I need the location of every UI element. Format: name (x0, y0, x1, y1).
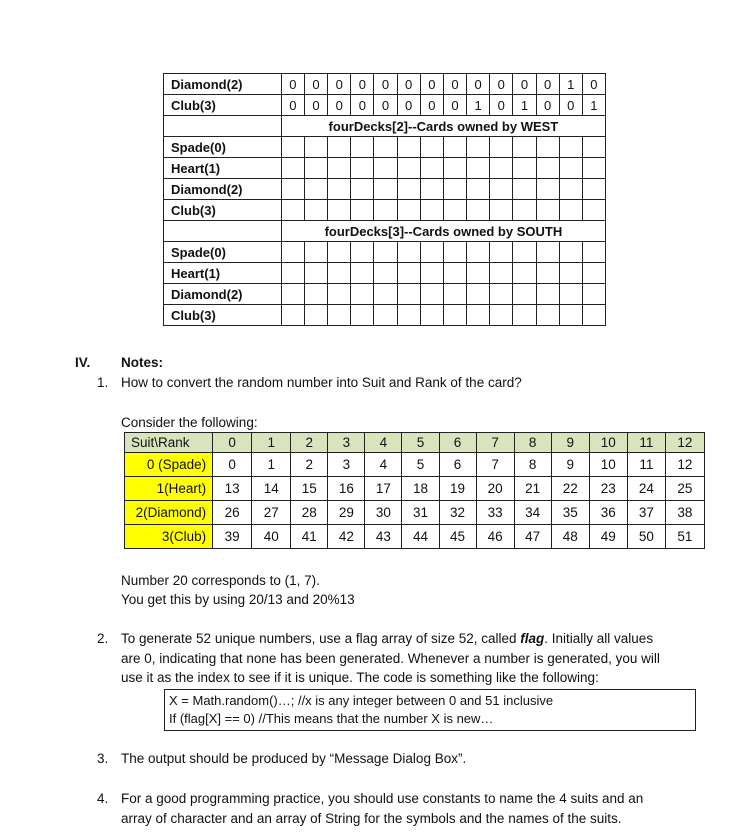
deck-cell (467, 242, 490, 263)
deck-cell (582, 137, 605, 158)
deck-cell: 0 (490, 95, 513, 116)
card-number-cell: 44 (402, 525, 439, 549)
deck-cell (397, 200, 420, 221)
get-line: You get this by using 20/13 and 20%13 (121, 592, 355, 607)
card-number-cell: 27 (252, 501, 291, 525)
deck-cell: 0 (536, 95, 559, 116)
deck-cell (467, 305, 490, 326)
deck-cell (281, 158, 304, 179)
card-number-cell: 11 (627, 453, 665, 477)
card-number-cell: 9 (551, 453, 589, 477)
deck-cell: 0 (559, 95, 582, 116)
item4-line1: For a good programming practice, you should use constants to name the 4 suits and an (121, 791, 644, 806)
code-box (164, 689, 696, 731)
card-number-cell: 8 (514, 453, 551, 477)
deck-cell (582, 263, 605, 284)
flag-word: flag (520, 631, 545, 646)
card-number-cell: 41 (291, 525, 328, 549)
rank-header: 12 (665, 433, 704, 453)
deck-cell (304, 263, 327, 284)
deck-cell: 0 (443, 74, 466, 95)
deck-row (164, 74, 606, 95)
deck-row (164, 284, 606, 305)
deck-cell (490, 263, 513, 284)
deck-cell (397, 242, 420, 263)
deck-cell (582, 305, 605, 326)
deck-cell (513, 305, 536, 326)
card-number-cell: 4 (365, 453, 402, 477)
deck-cell: 0 (536, 74, 559, 95)
deck-cell (304, 158, 327, 179)
card-number-cell: 49 (589, 525, 627, 549)
card-number-cell: 20 (476, 477, 514, 501)
deck-cell (420, 158, 443, 179)
item1-text: How to convert the random number into Suit and Rank of the card? (121, 375, 522, 390)
deck-cell (374, 305, 397, 326)
deck-cell: 1 (582, 95, 605, 116)
rank-header: 2 (291, 433, 328, 453)
deck-cell (443, 179, 466, 200)
deck-cell: 1 (467, 95, 490, 116)
deck-cell (536, 305, 559, 326)
deck-cell (443, 284, 466, 305)
deck-cell (328, 305, 351, 326)
deck-caption: fourDecks[3]--Cards owned by SOUTH (281, 221, 605, 242)
deck-cell (513, 284, 536, 305)
deck-cell (490, 305, 513, 326)
deck-cell (351, 242, 374, 263)
deck-cell (490, 200, 513, 221)
card-number-cell: 0 (213, 453, 252, 477)
deck-cell (351, 179, 374, 200)
deck-cell (559, 179, 582, 200)
rank-header: 1 (252, 433, 291, 453)
deck-cell (443, 158, 466, 179)
deck-row-label: Heart(1) (164, 263, 282, 284)
card-number-cell: 25 (665, 477, 704, 501)
deck-cell (420, 263, 443, 284)
decks-table (163, 73, 606, 326)
deck-row (164, 242, 606, 263)
code-line-1: X = Math.random()…; //x is any integer between 0 and 51 inclusive (169, 693, 554, 708)
item2-line1 (121, 629, 653, 648)
rank-header: 9 (551, 433, 589, 453)
rank-header: 8 (514, 433, 551, 453)
card-number-cell: 3 (328, 453, 365, 477)
deck-cell: 0 (281, 95, 304, 116)
rank-header: 0 (213, 433, 252, 453)
consider-text: Consider the following: (121, 415, 258, 430)
card-number-cell: 12 (665, 453, 704, 477)
deck-row (164, 263, 606, 284)
card-number-cell: 19 (439, 477, 476, 501)
deck-cell (443, 137, 466, 158)
card-number-cell: 36 (589, 501, 627, 525)
deck-cell (536, 179, 559, 200)
deck-row-label: Club(3) (164, 95, 282, 116)
deck-cell (443, 263, 466, 284)
deck-cell: 0 (351, 74, 374, 95)
deck-caption: fourDecks[2]--Cards owned by WEST (281, 116, 605, 137)
deck-cell (582, 284, 605, 305)
deck-row-label: Diamond(2) (164, 74, 282, 95)
card-number-cell: 32 (439, 501, 476, 525)
deck-cell: 0 (490, 74, 513, 95)
suit-row (125, 525, 705, 549)
notes-heading: Notes: (121, 355, 164, 370)
deck-row (164, 137, 606, 158)
deck-cell (328, 137, 351, 158)
card-number-cell: 21 (514, 477, 551, 501)
deck-cell (536, 242, 559, 263)
deck-row (164, 95, 606, 116)
deck-cell (536, 158, 559, 179)
rank-header: 7 (476, 433, 514, 453)
deck-cell (351, 137, 374, 158)
rank-header: 6 (439, 433, 476, 453)
deck-cell (351, 263, 374, 284)
deck-cell (328, 242, 351, 263)
deck-cell (374, 242, 397, 263)
card-number-cell: 46 (476, 525, 514, 549)
deck-cell (397, 179, 420, 200)
suit-label: 2(Diamond) (125, 501, 213, 525)
deck-cell (536, 263, 559, 284)
card-number-cell: 31 (402, 501, 439, 525)
deck-cell (582, 200, 605, 221)
deck-cell (304, 284, 327, 305)
deck-row-label: Diamond(2) (164, 179, 282, 200)
rank-header: 4 (365, 433, 402, 453)
deck-cell (328, 158, 351, 179)
deck-cell: 0 (374, 95, 397, 116)
deck-cell (374, 158, 397, 179)
item2-line3: use it as the index to see if it is unique. The code is something like the following: (121, 670, 599, 685)
deck-row (164, 200, 606, 221)
deck-row-label: Heart(1) (164, 158, 282, 179)
deck-cell (281, 200, 304, 221)
deck-cell (328, 200, 351, 221)
suit-row (125, 477, 705, 501)
deck-cell (490, 179, 513, 200)
deck-cell (513, 242, 536, 263)
deck-cell (420, 305, 443, 326)
deck-cell (374, 284, 397, 305)
deck-cell (304, 242, 327, 263)
deck-cell (490, 158, 513, 179)
deck-cell (397, 284, 420, 305)
deck-cell (536, 284, 559, 305)
deck-cell: 1 (559, 74, 582, 95)
deck-row-label: Diamond(2) (164, 284, 282, 305)
suit-label: 0 (Spade) (125, 453, 213, 477)
deck-cell (559, 284, 582, 305)
deck-cell (467, 200, 490, 221)
deck-row-label: Club(3) (164, 305, 282, 326)
deck-row (164, 179, 606, 200)
deck-cell (420, 242, 443, 263)
rank-header: 3 (328, 433, 365, 453)
item2-number: 2. (97, 631, 109, 646)
deck-cell: 1 (513, 95, 536, 116)
deck-cell (281, 263, 304, 284)
suit-rank-header: Suit\Rank (125, 433, 213, 453)
deck-cell (420, 179, 443, 200)
deck-cell: 0 (397, 95, 420, 116)
deck-cell (490, 284, 513, 305)
item3-text: The output should be produced by “Message Dialog Box”. (121, 751, 467, 766)
deck-cell: 0 (374, 74, 397, 95)
card-number-cell: 34 (514, 501, 551, 525)
deck-cell (513, 179, 536, 200)
deck-cell (467, 158, 490, 179)
rank-header: 10 (589, 433, 627, 453)
deck-cell (351, 284, 374, 305)
number-line: Number 20 corresponds to (1, 7). (121, 573, 320, 588)
item4-line2: array of character and an array of String for the symbols and the names of the suits. (121, 811, 622, 826)
card-number-cell: 24 (627, 477, 665, 501)
deck-cell (328, 284, 351, 305)
card-number-cell: 26 (213, 501, 252, 525)
rank-header: 11 (627, 433, 665, 453)
deck-cell (397, 305, 420, 326)
card-number-cell: 14 (252, 477, 291, 501)
deck-cell (374, 179, 397, 200)
deck-cell: 0 (304, 74, 327, 95)
card-number-cell: 16 (328, 477, 365, 501)
card-number-cell: 23 (589, 477, 627, 501)
deck-row-label: Spade(0) (164, 242, 282, 263)
deck-cell (281, 179, 304, 200)
deck-caption-row (164, 221, 606, 242)
deck-row-label: Spade(0) (164, 137, 282, 158)
item1-number: 1. (97, 375, 109, 390)
card-number-cell: 50 (627, 525, 665, 549)
deck-cell (397, 158, 420, 179)
deck-cell (351, 305, 374, 326)
deck-cell (420, 284, 443, 305)
deck-cell (513, 137, 536, 158)
deck-cell (513, 158, 536, 179)
deck-cell: 0 (328, 95, 351, 116)
deck-cell (281, 242, 304, 263)
card-number-cell: 18 (402, 477, 439, 501)
deck-cell (559, 137, 582, 158)
card-number-cell: 39 (213, 525, 252, 549)
card-number-cell: 37 (627, 501, 665, 525)
item2-line1-start: To generate 52 unique numbers, use a flag array of size 52, called (121, 631, 521, 646)
deck-cell (582, 158, 605, 179)
deck-cell (374, 200, 397, 221)
deck-cell (582, 242, 605, 263)
card-number-cell: 48 (551, 525, 589, 549)
deck-cell (536, 137, 559, 158)
deck-cell: 0 (281, 74, 304, 95)
deck-cell (304, 179, 327, 200)
card-number-cell: 7 (476, 453, 514, 477)
suit-rank-table (124, 432, 705, 549)
card-number-cell: 28 (291, 501, 328, 525)
deck-cell (443, 200, 466, 221)
deck-caption-row (164, 116, 606, 137)
deck-cell (443, 305, 466, 326)
card-number-cell: 40 (252, 525, 291, 549)
deck-cell (559, 242, 582, 263)
card-number-cell: 33 (476, 501, 514, 525)
deck-cell: 0 (420, 74, 443, 95)
item2-line2: are 0, indicating that none has been generated. Whenever a number is generated, you will (121, 651, 660, 666)
deck-cell (443, 242, 466, 263)
suit-row (125, 453, 705, 477)
card-number-cell: 47 (514, 525, 551, 549)
deck-cell (559, 263, 582, 284)
deck-cell (328, 263, 351, 284)
suit-label: 3(Club) (125, 525, 213, 549)
deck-cell (281, 305, 304, 326)
card-number-cell: 5 (402, 453, 439, 477)
deck-cell (490, 242, 513, 263)
rank-header-row (125, 433, 705, 453)
suit-label: 1(Heart) (125, 477, 213, 501)
card-number-cell: 43 (365, 525, 402, 549)
card-number-cell: 17 (365, 477, 402, 501)
deck-cell: 0 (397, 74, 420, 95)
deck-cell (467, 137, 490, 158)
card-number-cell: 10 (589, 453, 627, 477)
item4-number: 4. (97, 791, 109, 806)
item2-line1-end: . Initially all values (544, 631, 654, 646)
deck-cell (397, 137, 420, 158)
deck-cell (351, 200, 374, 221)
deck-cell (328, 179, 351, 200)
deck-cell (467, 284, 490, 305)
deck-cell: 0 (351, 95, 374, 116)
deck-cell (304, 305, 327, 326)
deck-cell (281, 137, 304, 158)
item3-number: 3. (97, 751, 109, 766)
deck-row (164, 305, 606, 326)
deck-cell: 0 (328, 74, 351, 95)
deck-cell (374, 263, 397, 284)
deck-cell: 0 (304, 95, 327, 116)
card-number-cell: 51 (665, 525, 704, 549)
deck-cell: 0 (467, 74, 490, 95)
deck-cell (397, 263, 420, 284)
card-number-cell: 45 (439, 525, 476, 549)
card-number-cell: 30 (365, 501, 402, 525)
card-number-cell: 2 (291, 453, 328, 477)
deck-cell (490, 137, 513, 158)
deck-cell (420, 200, 443, 221)
deck-cell: 0 (513, 74, 536, 95)
card-number-cell: 13 (213, 477, 252, 501)
section-roman: IV. (75, 355, 91, 370)
deck-caption-blank (164, 221, 282, 242)
deck-cell (281, 284, 304, 305)
deck-cell (467, 263, 490, 284)
deck-cell (559, 158, 582, 179)
code-line-2: If (flag[X] == 0) //This means that the number X is new… (169, 711, 494, 726)
deck-cell (304, 137, 327, 158)
rank-header: 5 (402, 433, 439, 453)
deck-cell (304, 200, 327, 221)
card-number-cell: 22 (551, 477, 589, 501)
deck-cell (536, 200, 559, 221)
deck-cell: 0 (582, 74, 605, 95)
card-number-cell: 15 (291, 477, 328, 501)
card-number-cell: 42 (328, 525, 365, 549)
suit-row (125, 501, 705, 525)
deck-cell (420, 137, 443, 158)
deck-row-label: Club(3) (164, 200, 282, 221)
card-number-cell: 6 (439, 453, 476, 477)
deck-cell (513, 263, 536, 284)
deck-cell (582, 179, 605, 200)
deck-cell (559, 200, 582, 221)
deck-cell (467, 179, 490, 200)
deck-caption-blank (164, 116, 282, 137)
card-number-cell: 29 (328, 501, 365, 525)
deck-row (164, 158, 606, 179)
deck-cell: 0 (420, 95, 443, 116)
deck-cell (559, 305, 582, 326)
deck-cell (351, 158, 374, 179)
deck-cell (513, 200, 536, 221)
card-number-cell: 35 (551, 501, 589, 525)
deck-cell: 0 (443, 95, 466, 116)
deck-cell (374, 137, 397, 158)
card-number-cell: 38 (665, 501, 704, 525)
card-number-cell: 1 (252, 453, 291, 477)
